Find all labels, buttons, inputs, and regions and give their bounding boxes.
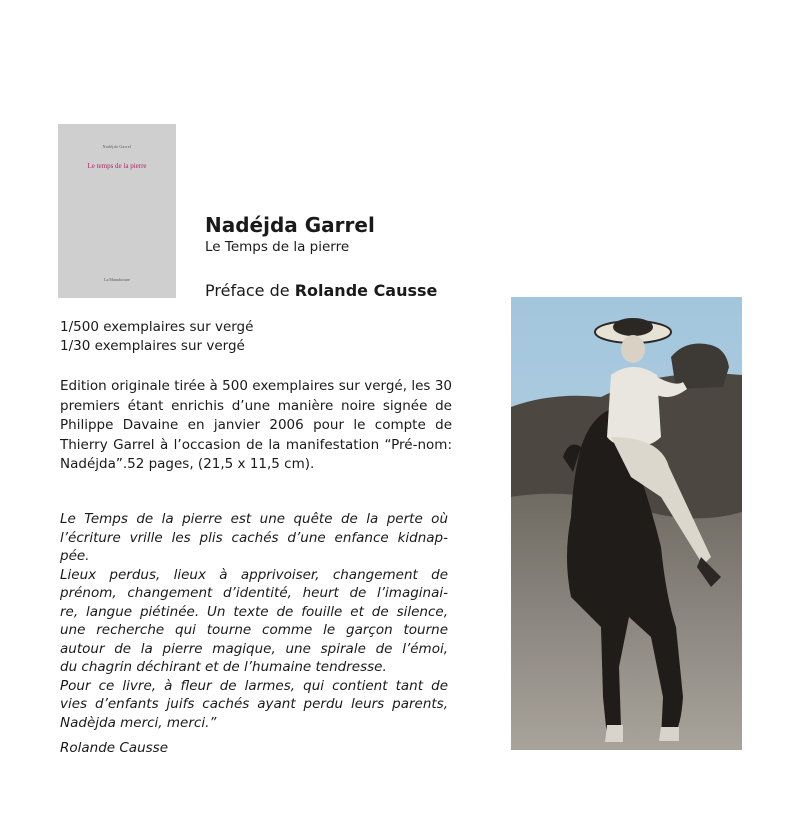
book-cover-image <box>58 124 176 298</box>
preface-quote <box>60 510 448 732</box>
quote-line: Le Temps de la pierre est une quête de la perte où <box>60 511 448 527</box>
quote-line: du chagrin déchirant et de l’humaine tendresse. <box>60 659 387 675</box>
cover-author: Nadéjda Garrel <box>102 144 132 149</box>
quote-line: autour de la pierre magique, une spirale de l’émoi, <box>60 640 448 657</box>
rider-photo <box>511 297 742 750</box>
cover-title: Le temps de la pierre <box>87 162 147 170</box>
quote-line: vies d’enfants juifs cachés ayant perdu leurs parents, <box>60 696 448 712</box>
signature: Rolande Causse <box>60 740 169 756</box>
quote-line: Nadèjda merci, merci.” <box>60 714 217 731</box>
edition-list <box>60 318 253 356</box>
preface-line <box>205 281 437 300</box>
preface-name: Rolande Causse <box>294 281 438 300</box>
quote-line: Pour ce livre, à fleur de larmes, qui contient tant de <box>60 677 448 694</box>
photo-tree <box>671 344 729 390</box>
quote-line: pée. <box>60 548 90 564</box>
quote-line: re, langue piétinée. Un texte de fouille et de silence, <box>60 603 448 620</box>
preface-prefix: Préface de <box>205 281 290 300</box>
quote-line: une recherche qui tourne comme le garçon tourne <box>60 622 448 638</box>
quote-line: l’écriture vrille les plis cachés d’une enfance kidnap- <box>60 529 448 546</box>
book-title: Le Temps de la pierre <box>205 239 350 255</box>
author-name: Nadéjda Garrel <box>205 213 375 237</box>
quote-line: prénom, changement d’identité, heurt de l’imaginai- <box>60 585 448 601</box>
cover-publisher: La Manufacture <box>104 277 130 282</box>
quote-line: Lieux perdus, lieux à apprivoiser, changement de <box>60 566 448 583</box>
edition-description: Edition originale tirée à 500 exemplaires sur vergé, les 30 premiers étant enrichis d’une manière noire signée de Philippe Davaine en janvier 2006 pour le compte de Thierry Garrel à l’occasion de la manifestation “Pré-nom: Nadéjda”.52 pages, (21,5 x 11,5 cm). <box>60 378 452 472</box>
edition-line: 1/30 exemplaires sur vergé <box>60 338 245 354</box>
edition-line: 1/500 exemplaires sur vergé <box>60 319 254 335</box>
